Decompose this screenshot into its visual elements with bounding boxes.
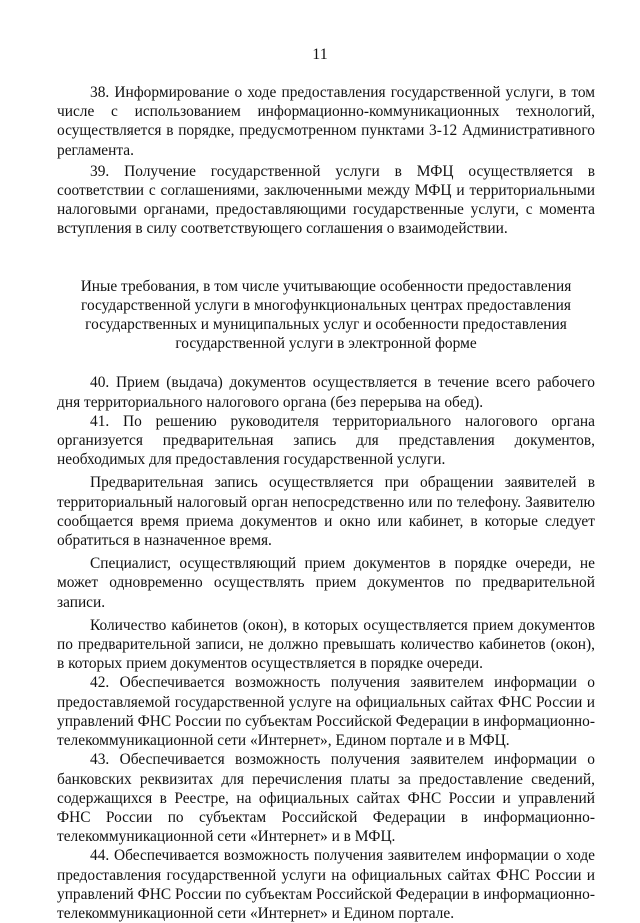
paragraph-cabinet-count: Количество кабинетов (окон), в которых осуществляется прием документов по предварительной записи, не должно превышать количество кабинетов (окон), в которых прием документов осуществляется в порядке очереди. [57,616,595,673]
paragraph-44: 44. Обеспечивается возможность получения заявителем информации о ходе предоставления государственной услуги на официальных сайтах ФНС России и управлений ФНС России по субъектам Российской Федерации в информационно-телекоммуникационной сети «Интернет» и Едином портале. [57,847,595,922]
paragraph-43: 43. Обеспечивается возможность получения заявителем информации о банковских реквизитах для перечисления платы за предоставление сведений, содержащихся в Реестре, на официальных сайтах ФНС России и управлений ФНС России по субъектам Российской Федерации в информационно-телекоммуникационной сети «Интернет» и в МФЦ. [57,751,595,846]
paragraph-39: 39. Получение государственной услуги в МФЦ осуществляется в соответствии с соглашениями, заключенными между МФЦ и территориальными налоговыми органами, предоставляющими государственные услуги, с момента вступления в силу соответствующего соглашения о взаимодействии. [57,162,595,238]
paragraph-pre-registration: Предварительная запись осуществляется при обращении заявителей в территориальный налоговый орган непосредственно или по телефону. Заявителю сообщается время приема документов и окно или кабинет, в которые следует обратиться в назначенное время. [57,474,595,550]
heading-line: государственной услуги в электронной форме [175,335,477,353]
paragraph-specialist: Специалист, осуществляющий прием документов в порядке очереди, не может одновременно осуществлять прием документов по предварительной записи. [57,555,595,611]
page-number: 11 [312,46,328,63]
document-body [57,83,595,923]
paragraph-41: 41. По решению руководителя территориального налогового органа организуется предварительная запись для представления документов, необходимых для предоставления государственной услуги. [57,412,595,469]
paragraph-42: 42. Обеспечивается возможность получения заявителем информации о предоставляемой государственной услуге на официальных сайтах ФНС России и управлений ФНС России по субъектам Российской Федерации в информационно-телекоммуникационной сети «Интернет», Едином портале и в МФЦ. [57,674,595,750]
paragraph-38: 38. Информирование о ходе предоставления государственной услуги, в том числе с использованием информационно-коммуникационных технологий, осуществляется в порядке, предусмотренном пунктами 3-12 Административного регламента. [57,84,595,159]
paragraph-40: 40. Прием (выдача) документов осуществляется в течение всего рабочего дня территориального налогового органа (без перерыва на обед). [57,374,595,411]
section-heading [65,277,587,354]
heading-line: государственных и муниципальных услуг и особенности предоставления [85,316,567,334]
heading-line: Иные требования, в том числе учитывающие особенности предоставления [80,277,572,295]
heading-line: государственной услуги в многофункциональных центрах предоставления [81,296,571,314]
